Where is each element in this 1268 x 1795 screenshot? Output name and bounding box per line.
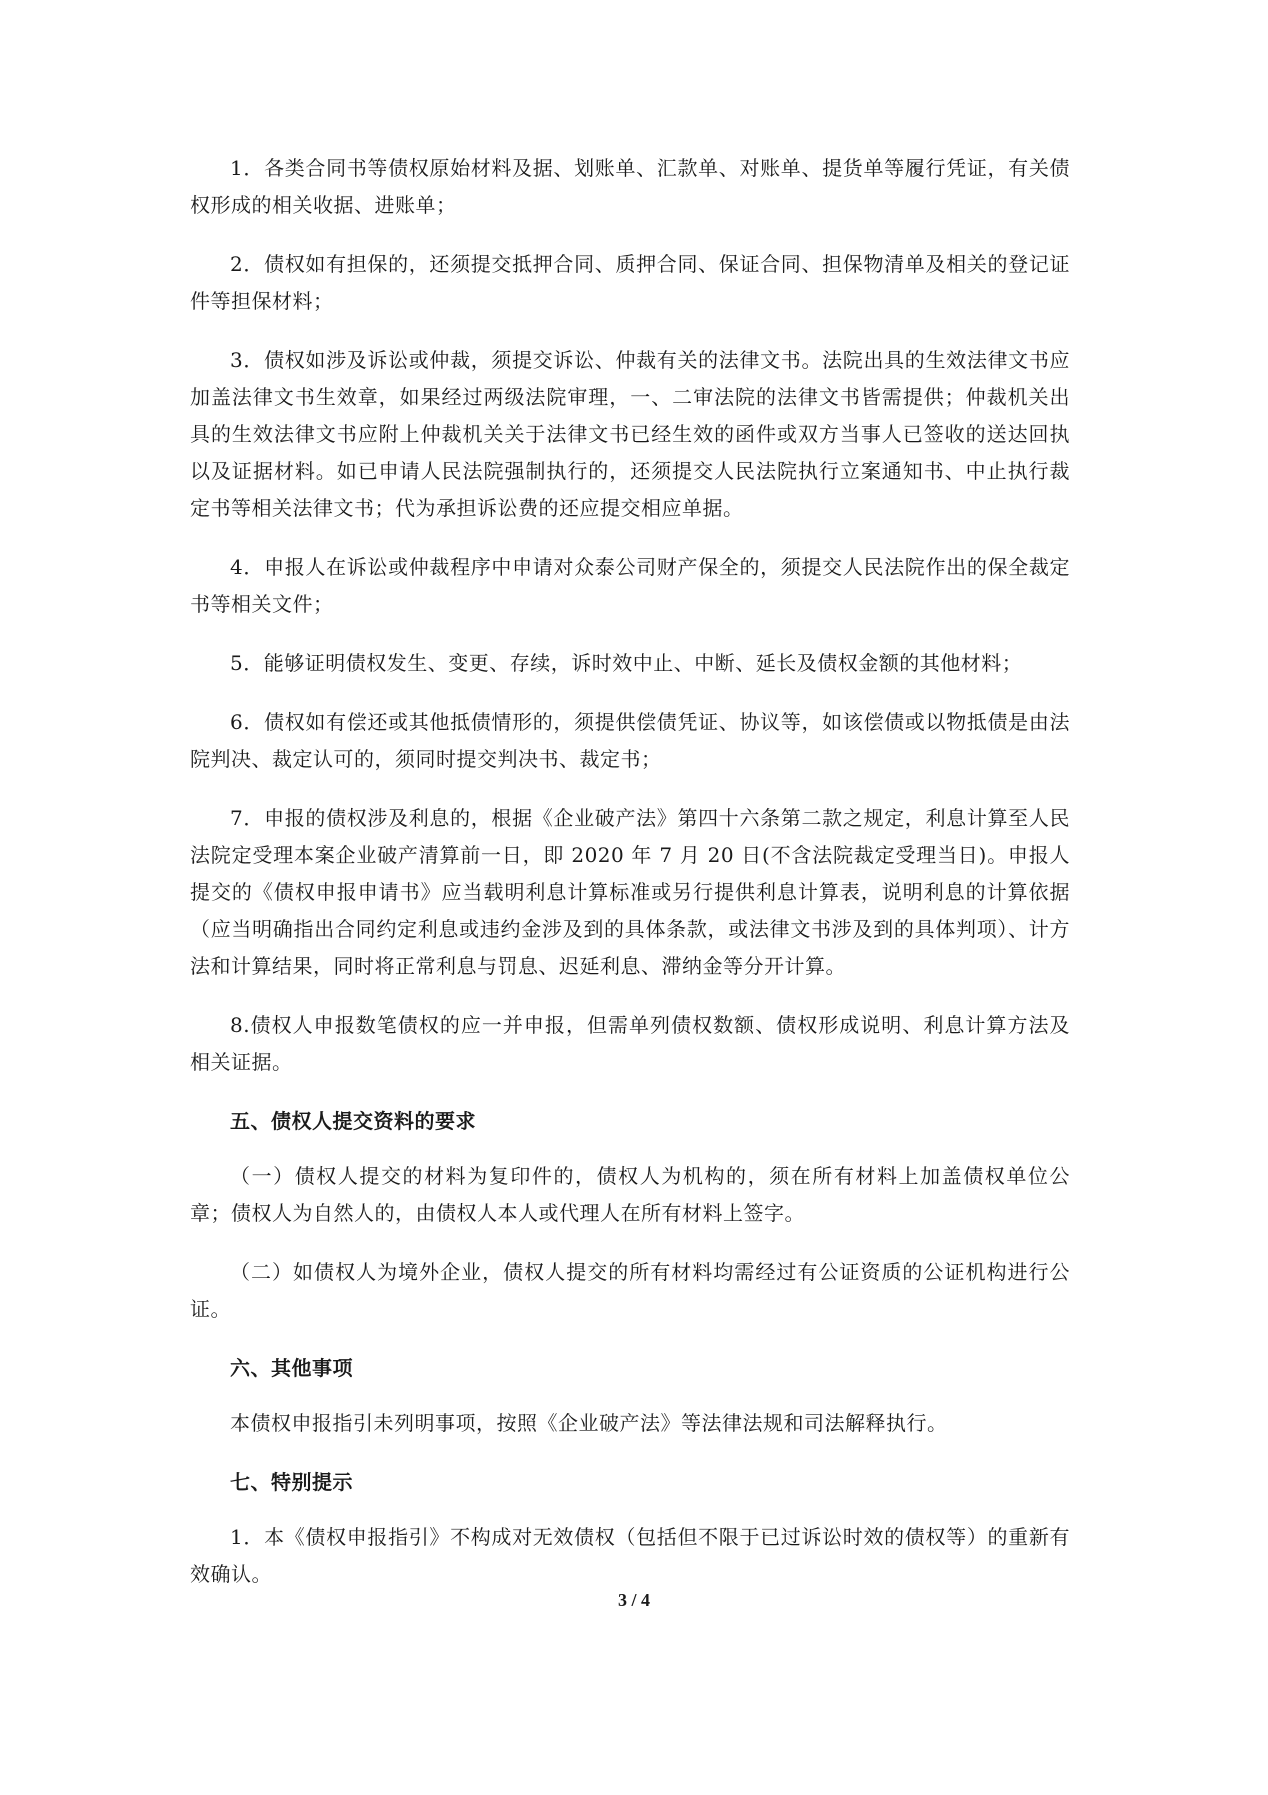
section-5-paragraph-2: （二）如债权人为境外企业，债权人提交的所有材料均需经过有公证资质的公证机构进行公证。 <box>190 1260 1070 1321</box>
list-item-5: 5．能够证明债权发生、变更、存续，诉时效中止、中断、延长及债权金额的其他材料； <box>230 651 1023 675</box>
page-number: 3 / 4 <box>617 1590 650 1610</box>
section-5-paragraph-1: （一）债权人提交的材料为复印件的，债权人为机构的，须在所有材料上加盖债权单位公章；债权人为自然人的，由债权人本人或代理人在所有材料上签字。 <box>190 1164 1070 1225</box>
section-heading-7: 七、特别提示 <box>230 1470 353 1494</box>
section-heading-6: 六、其他事项 <box>230 1356 353 1380</box>
list-item-2: 2．债权如有担保的，还须提交抵押合同、质押合同、保证合同、担保物清单及相关的登记证件等担保材料； <box>190 252 1070 313</box>
section-6-paragraph-1: 本债权申报指引未列明事项，按照《企业破产法》等法律法规和司法解释执行。 <box>230 1411 948 1435</box>
list-item-6: 6．债权如有偿还或其他抵债情形的，须提供偿债凭证、协议等，如该偿债或以物抵债是由法院判决、裁定认可的，须同时提交判决书、裁定书； <box>190 710 1070 771</box>
list-item-7: 7．申报的债权涉及利息的，根据《企业破产法》第四十六条第二款之规定，利息计算至人民法院定受理本案企业破产清算前一日，即 2020 年 7 月 20 日(不含法院裁定受理当日)。申报人提交的《债权申报申请书》应当载明利息计算标准或另行提供利息计算表，说明利息的计算依据（应当明确指出合同约定利息或违约金涉及到的具体条款，或法律文书涉及到的具体判项）、计方法和计算结果，同时将正常利息与罚息、迟延利息、滞纳金等分开计算。 <box>190 806 1070 978</box>
list-item-1: 1．各类合同书等债权原始材料及据、划账单、汇款单、对账单、提货单等履行凭证，有关债权形成的相关收据、进账单； <box>190 156 1070 217</box>
section-7-paragraph-1: 1．本《债权申报指引》不构成对无效债权（包括但不限于已过诉讼时效的债权等）的重新有效确认。 <box>190 1525 1070 1586</box>
list-item-3: 3．债权如涉及诉讼或仲裁，须提交诉讼、仲裁有关的法律文书。法院出具的生效法律文书应加盖法律文书生效章，如果经过两级法院审理，一、二审法院的法律文书皆需提供；仲裁机关出具的生效法律文书应附上仲裁机关关于法律文书已经生效的函件或双方当事人已签收的送达回执以及证据材料。如已申请人民法院强制执行的，还须提交人民法院执行立案通知书、中止执行裁定书等相关法律文书；代为承担诉讼费的还应提交相应单据。 <box>190 348 1070 520</box>
document-page <box>190 150 1070 1593</box>
section-heading-5: 五、债权人提交资料的要求 <box>230 1109 476 1133</box>
list-item-8: 8.债权人申报数笔债权的应一并申报，但需单列债权数额、债权形成说明、利息计算方法及相关证据。 <box>190 1013 1070 1074</box>
list-item-4: 4．申报人在诉讼或仲裁程序中申请对众泰公司财产保全的，须提交人民法院作出的保全裁定书等相关文件； <box>190 555 1070 616</box>
